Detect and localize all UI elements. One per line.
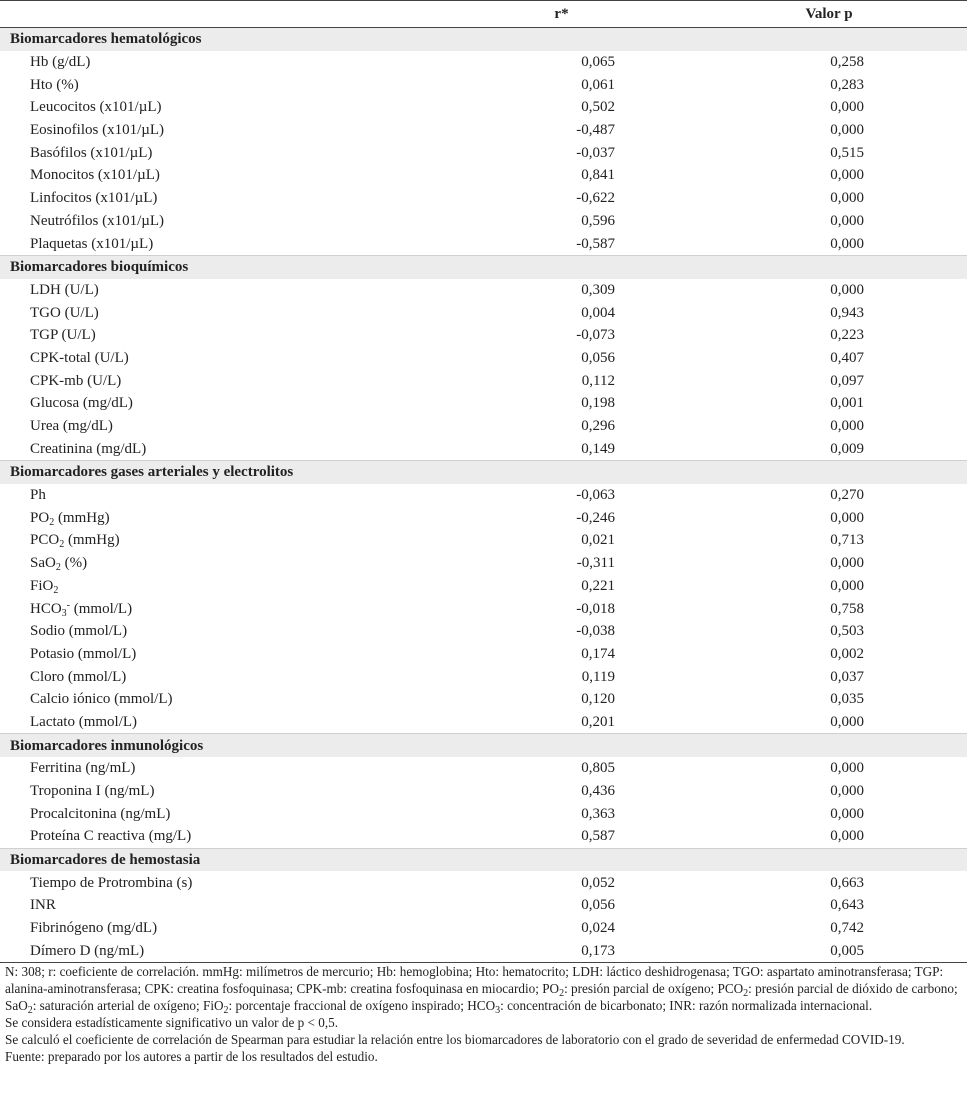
table-row bbox=[0, 780, 967, 803]
table-row bbox=[0, 210, 967, 233]
text-run: Urea (mg/dL) bbox=[30, 418, 113, 435]
r-value: -0,073 bbox=[576, 327, 615, 344]
table-row bbox=[0, 415, 967, 438]
text-run: : presión parcial de dióxido de carbono; SaO bbox=[5, 981, 958, 1013]
p-value: 0,000 bbox=[830, 805, 864, 822]
text-run: Fuente: preparado por los autores a partir de los resultados del estudio. bbox=[5, 1049, 378, 1064]
table-row bbox=[0, 279, 967, 302]
section-title: Biomarcadores inmunológicos bbox=[0, 734, 967, 757]
table-row bbox=[0, 871, 967, 894]
text-run: Ferritina (ng/mL) bbox=[30, 760, 136, 777]
header-r-column: r* bbox=[460, 1, 713, 28]
biomarker-label bbox=[0, 506, 460, 529]
table-row bbox=[0, 688, 967, 711]
p-value: 0,000 bbox=[830, 509, 864, 526]
text-run: INR bbox=[30, 897, 56, 914]
text-run: Creatinina (mg/dL) bbox=[30, 440, 147, 457]
table-row bbox=[0, 347, 967, 370]
section-title: Biomarcadores hematológicos bbox=[0, 28, 967, 51]
table-row bbox=[0, 552, 967, 575]
note-line bbox=[5, 963, 960, 1014]
biomarker-label bbox=[0, 688, 460, 711]
biomarker-label bbox=[0, 643, 460, 666]
text-run: HCO bbox=[30, 600, 62, 617]
text-run: (mmHg) bbox=[64, 532, 120, 549]
subscript: 3 bbox=[61, 607, 67, 619]
table-row bbox=[0, 437, 967, 460]
text-run: N: 308; r: coeficiente de correlación. mmHg: milímetros de mercurio; Hb: hemoglobina; Hto: hematocrito; LDH: láctico deshidrogenasa; TGO: aspartato aminotransferasa; TGP: alanina-aminotransferasa; CPK: creatina fosfoquinasa; CPK-mb: creatina fosfoquinasa en miocardio; PO bbox=[5, 964, 944, 996]
table-row bbox=[0, 665, 967, 688]
biomarker-label bbox=[0, 552, 460, 575]
p-value: 0,009 bbox=[830, 440, 864, 457]
table-row bbox=[0, 802, 967, 825]
p-value: 0,503 bbox=[830, 623, 864, 640]
subscript: 2 bbox=[27, 1005, 33, 1016]
text-run: (%) bbox=[60, 555, 88, 572]
text-run: (mmHg) bbox=[54, 509, 110, 526]
biomarker-label bbox=[0, 917, 460, 940]
biomarker-label bbox=[0, 369, 460, 392]
biomarker-label bbox=[0, 96, 460, 119]
table-row bbox=[0, 620, 967, 643]
text-run: Troponina I (ng/mL) bbox=[30, 783, 155, 800]
table-row bbox=[0, 73, 967, 96]
text-run: : presión parcial de oxígeno; PCO bbox=[564, 981, 744, 996]
text-run: Se considera estadísticamente significativo un valor de p < 0,5. bbox=[5, 1015, 339, 1030]
table-row bbox=[0, 51, 967, 74]
subscript: 2 bbox=[53, 584, 59, 596]
r-value: -0,018 bbox=[576, 600, 615, 617]
biomarker-label bbox=[0, 51, 460, 74]
table-row bbox=[0, 187, 967, 210]
r-value: -0,587 bbox=[576, 235, 615, 252]
biomarker-label bbox=[0, 347, 460, 370]
biomarker-label bbox=[0, 279, 460, 302]
r-value: 0,309 bbox=[581, 281, 615, 298]
p-value: 0,000 bbox=[830, 713, 864, 730]
table-row bbox=[0, 575, 967, 598]
r-value: 0,587 bbox=[581, 828, 615, 845]
table-row bbox=[0, 917, 967, 940]
p-value: 0,001 bbox=[830, 395, 864, 412]
p-value: 0,258 bbox=[830, 54, 864, 71]
biomarker-label bbox=[0, 484, 460, 507]
superscript: - bbox=[66, 599, 71, 611]
p-value: 0,000 bbox=[830, 828, 864, 845]
text-run: CPK-total (U/L) bbox=[30, 349, 129, 366]
r-value: 0,120 bbox=[581, 691, 615, 708]
r-value: -0,311 bbox=[576, 555, 615, 572]
p-value: 0,742 bbox=[830, 920, 864, 937]
text-run: Eosinofilos (x101/µL) bbox=[30, 122, 165, 139]
biomarker-label bbox=[0, 301, 460, 324]
text-run: Procalcitonina (ng/mL) bbox=[30, 805, 171, 822]
r-value: 0,056 bbox=[581, 349, 615, 366]
text-run: Lactato (mmol/L) bbox=[30, 713, 138, 730]
p-value: 0,000 bbox=[830, 235, 864, 252]
text-run: (mmol/L) bbox=[70, 600, 133, 617]
text-run: PCO bbox=[30, 532, 60, 549]
r-value: 0,061 bbox=[581, 76, 615, 93]
section-title: Biomarcadores gases arteriales y electrolitos bbox=[0, 461, 967, 484]
biomarker-label bbox=[0, 73, 460, 96]
biomarker-label bbox=[0, 940, 460, 963]
r-value: 0,363 bbox=[581, 805, 615, 822]
section-row bbox=[0, 461, 967, 484]
r-value: -0,246 bbox=[576, 509, 615, 526]
p-value: 0,000 bbox=[830, 783, 864, 800]
table-row bbox=[0, 940, 967, 963]
p-value: 0,000 bbox=[830, 281, 864, 298]
r-value: -0,037 bbox=[576, 144, 615, 161]
table-row bbox=[0, 119, 967, 142]
table-row bbox=[0, 597, 967, 620]
r-value: 0,174 bbox=[581, 645, 615, 662]
r-value: 0,221 bbox=[581, 577, 615, 594]
note-line bbox=[5, 1031, 960, 1048]
p-value: 0,713 bbox=[830, 532, 864, 549]
subscript: 2 bbox=[49, 516, 55, 528]
r-value: 0,436 bbox=[581, 783, 615, 800]
biomarker-label bbox=[0, 141, 460, 164]
p-value: 0,515 bbox=[830, 144, 864, 161]
p-value: 0,000 bbox=[830, 418, 864, 435]
biomarker-label bbox=[0, 210, 460, 233]
text-run: FiO bbox=[30, 577, 54, 594]
text-run: Fibrinógeno (mg/dL) bbox=[30, 920, 158, 937]
r-value: 0,296 bbox=[581, 418, 615, 435]
r-value: 0,201 bbox=[581, 713, 615, 730]
header-p-column: Valor p bbox=[713, 1, 967, 28]
p-value: 0,000 bbox=[830, 167, 864, 184]
text-run: Basófilos (x101/µL) bbox=[30, 144, 153, 161]
p-value: 0,000 bbox=[830, 555, 864, 572]
table-row bbox=[0, 711, 967, 734]
section-row bbox=[0, 255, 967, 278]
subscript: 2 bbox=[559, 988, 565, 999]
p-value: 0,005 bbox=[713, 940, 967, 963]
biomarker-label bbox=[0, 187, 460, 210]
table-row bbox=[0, 643, 967, 666]
biomarker-label bbox=[0, 894, 460, 917]
biomarker-label bbox=[0, 392, 460, 415]
r-value: 0,173 bbox=[460, 940, 713, 963]
p-value: 0,000 bbox=[830, 190, 864, 207]
table-row bbox=[0, 757, 967, 780]
text-run: Monocitos (x101/µL) bbox=[30, 167, 160, 184]
biomarker-label bbox=[0, 802, 460, 825]
text-run: Hto (%) bbox=[30, 76, 79, 93]
text-run: Dímero D (ng/mL) bbox=[30, 942, 145, 959]
text-run: Sodio (mmol/L) bbox=[30, 623, 128, 640]
text-run: TGP (U/L) bbox=[30, 327, 96, 344]
biomarker-label bbox=[0, 711, 460, 734]
biomarker-label bbox=[0, 575, 460, 598]
p-value: 0,943 bbox=[830, 304, 864, 321]
biomarker-label bbox=[0, 437, 460, 460]
text-run: LDH (U/L) bbox=[30, 281, 99, 298]
p-value: 0,407 bbox=[830, 349, 864, 366]
r-value: 0,502 bbox=[581, 99, 615, 116]
text-run: Se calculó el coeficiente de correlación de Spearman para estudiar la relación entre los biomarcadores de laboratorio con el grado de severidad de enfermedad COVID-19. bbox=[5, 1032, 905, 1047]
r-value: 0,021 bbox=[581, 532, 615, 549]
p-value: 0,000 bbox=[830, 212, 864, 229]
text-run: Plaquetas (x101/µL) bbox=[30, 235, 154, 252]
table-row bbox=[0, 529, 967, 552]
p-value: 0,283 bbox=[830, 76, 864, 93]
p-value: 0,097 bbox=[830, 372, 864, 389]
biomarker-label bbox=[0, 324, 460, 347]
table-row bbox=[0, 825, 967, 848]
table-row bbox=[0, 96, 967, 119]
subscript: 2 bbox=[59, 539, 65, 551]
biomarker-label bbox=[0, 529, 460, 552]
p-value: 0,643 bbox=[830, 897, 864, 914]
biomarker-label bbox=[0, 757, 460, 780]
p-value: 0,000 bbox=[830, 122, 864, 139]
p-value: 0,223 bbox=[830, 327, 864, 344]
table-row bbox=[0, 141, 967, 164]
p-value: 0,035 bbox=[830, 691, 864, 708]
text-run: : porcentaje fraccional de oxígeno inspirado; HCO bbox=[228, 998, 496, 1013]
r-value: -0,038 bbox=[576, 623, 615, 640]
section-title: Biomarcadores bioquímicos bbox=[0, 255, 967, 278]
r-value: 0,004 bbox=[581, 304, 615, 321]
p-value: 0,000 bbox=[830, 577, 864, 594]
r-value: 0,119 bbox=[581, 668, 615, 685]
text-run: TGO (U/L) bbox=[30, 304, 99, 321]
text-run: : saturación arterial de oxígeno; FiO bbox=[32, 998, 224, 1013]
section-row bbox=[0, 848, 967, 871]
r-value: 0,056 bbox=[581, 897, 615, 914]
biomarker-label bbox=[0, 119, 460, 142]
r-value: -0,622 bbox=[576, 190, 615, 207]
r-value: 0,596 bbox=[581, 212, 615, 229]
r-value: -0,063 bbox=[576, 487, 615, 504]
subscript: 2 bbox=[223, 1005, 229, 1016]
header-label-column bbox=[0, 1, 460, 28]
r-value: 0,052 bbox=[581, 874, 615, 891]
r-value: 0,805 bbox=[581, 760, 615, 777]
text-run: Proteína C reactiva (mg/L) bbox=[30, 828, 192, 845]
table-body bbox=[0, 28, 967, 963]
biomarker-label bbox=[0, 871, 460, 894]
biomarker-label bbox=[0, 415, 460, 438]
r-value: -0,487 bbox=[576, 122, 615, 139]
biomarker-label bbox=[0, 825, 460, 848]
subscript: 2 bbox=[743, 988, 749, 999]
note-line bbox=[5, 1014, 960, 1031]
biomarker-label bbox=[0, 232, 460, 255]
p-value: 0,037 bbox=[830, 668, 864, 685]
p-value: 0,663 bbox=[830, 874, 864, 891]
text-run: CPK-mb (U/L) bbox=[30, 372, 122, 389]
p-value: 0,000 bbox=[830, 99, 864, 116]
p-value: 0,002 bbox=[830, 645, 864, 662]
table-row bbox=[0, 164, 967, 187]
text-run: : concentración de bicarbonato; INR: razón normalizada internacional. bbox=[500, 998, 873, 1013]
p-value: 0,758 bbox=[830, 600, 864, 617]
table-row bbox=[0, 301, 967, 324]
biomarker-label bbox=[0, 164, 460, 187]
subscript: 2 bbox=[55, 562, 61, 574]
p-value: 0,000 bbox=[830, 760, 864, 777]
table-row bbox=[0, 484, 967, 507]
r-value: 0,112 bbox=[581, 372, 615, 389]
r-value: 0,198 bbox=[581, 395, 615, 412]
text-run: Linfocitos (x101/µL) bbox=[30, 190, 158, 207]
note-line bbox=[5, 1048, 960, 1065]
text-run: SaO bbox=[30, 555, 56, 572]
biomarker-label bbox=[0, 620, 460, 643]
table-row bbox=[0, 894, 967, 917]
table-row bbox=[0, 369, 967, 392]
r-value: 0,024 bbox=[581, 920, 615, 937]
r-value: 0,841 bbox=[581, 167, 615, 184]
table-row bbox=[0, 392, 967, 415]
r-value: 0,065 bbox=[581, 54, 615, 71]
section-row bbox=[0, 734, 967, 757]
text-run: Cloro (mmol/L) bbox=[30, 668, 127, 685]
table-row bbox=[0, 506, 967, 529]
biomarker-label bbox=[0, 780, 460, 803]
text-run: Potasio (mmol/L) bbox=[30, 645, 137, 662]
subscript: 3 bbox=[495, 1005, 501, 1016]
table-header-row bbox=[0, 1, 967, 28]
text-run: Tiempo de Protrombina (s) bbox=[30, 874, 193, 891]
biomarker-label bbox=[0, 665, 460, 688]
text-run: PO bbox=[30, 509, 50, 526]
text-run: Ph bbox=[30, 487, 46, 504]
r-value: 0,149 bbox=[581, 440, 615, 457]
table-row bbox=[0, 232, 967, 255]
biomarker-label bbox=[0, 597, 460, 620]
text-run: Hb (g/dL) bbox=[30, 54, 91, 71]
table-notes bbox=[5, 963, 960, 1065]
text-run: Neutrófilos (x101/µL) bbox=[30, 212, 165, 229]
text-run: Glucosa (mg/dL) bbox=[30, 395, 133, 412]
text-run: Calcio iónico (mmol/L) bbox=[30, 691, 173, 708]
p-value: 0,270 bbox=[830, 487, 864, 504]
text-run: Leucocitos (x101/µL) bbox=[30, 99, 162, 116]
section-title: Biomarcadores de hemostasia bbox=[0, 848, 967, 871]
section-row bbox=[0, 28, 967, 51]
table-row bbox=[0, 324, 967, 347]
